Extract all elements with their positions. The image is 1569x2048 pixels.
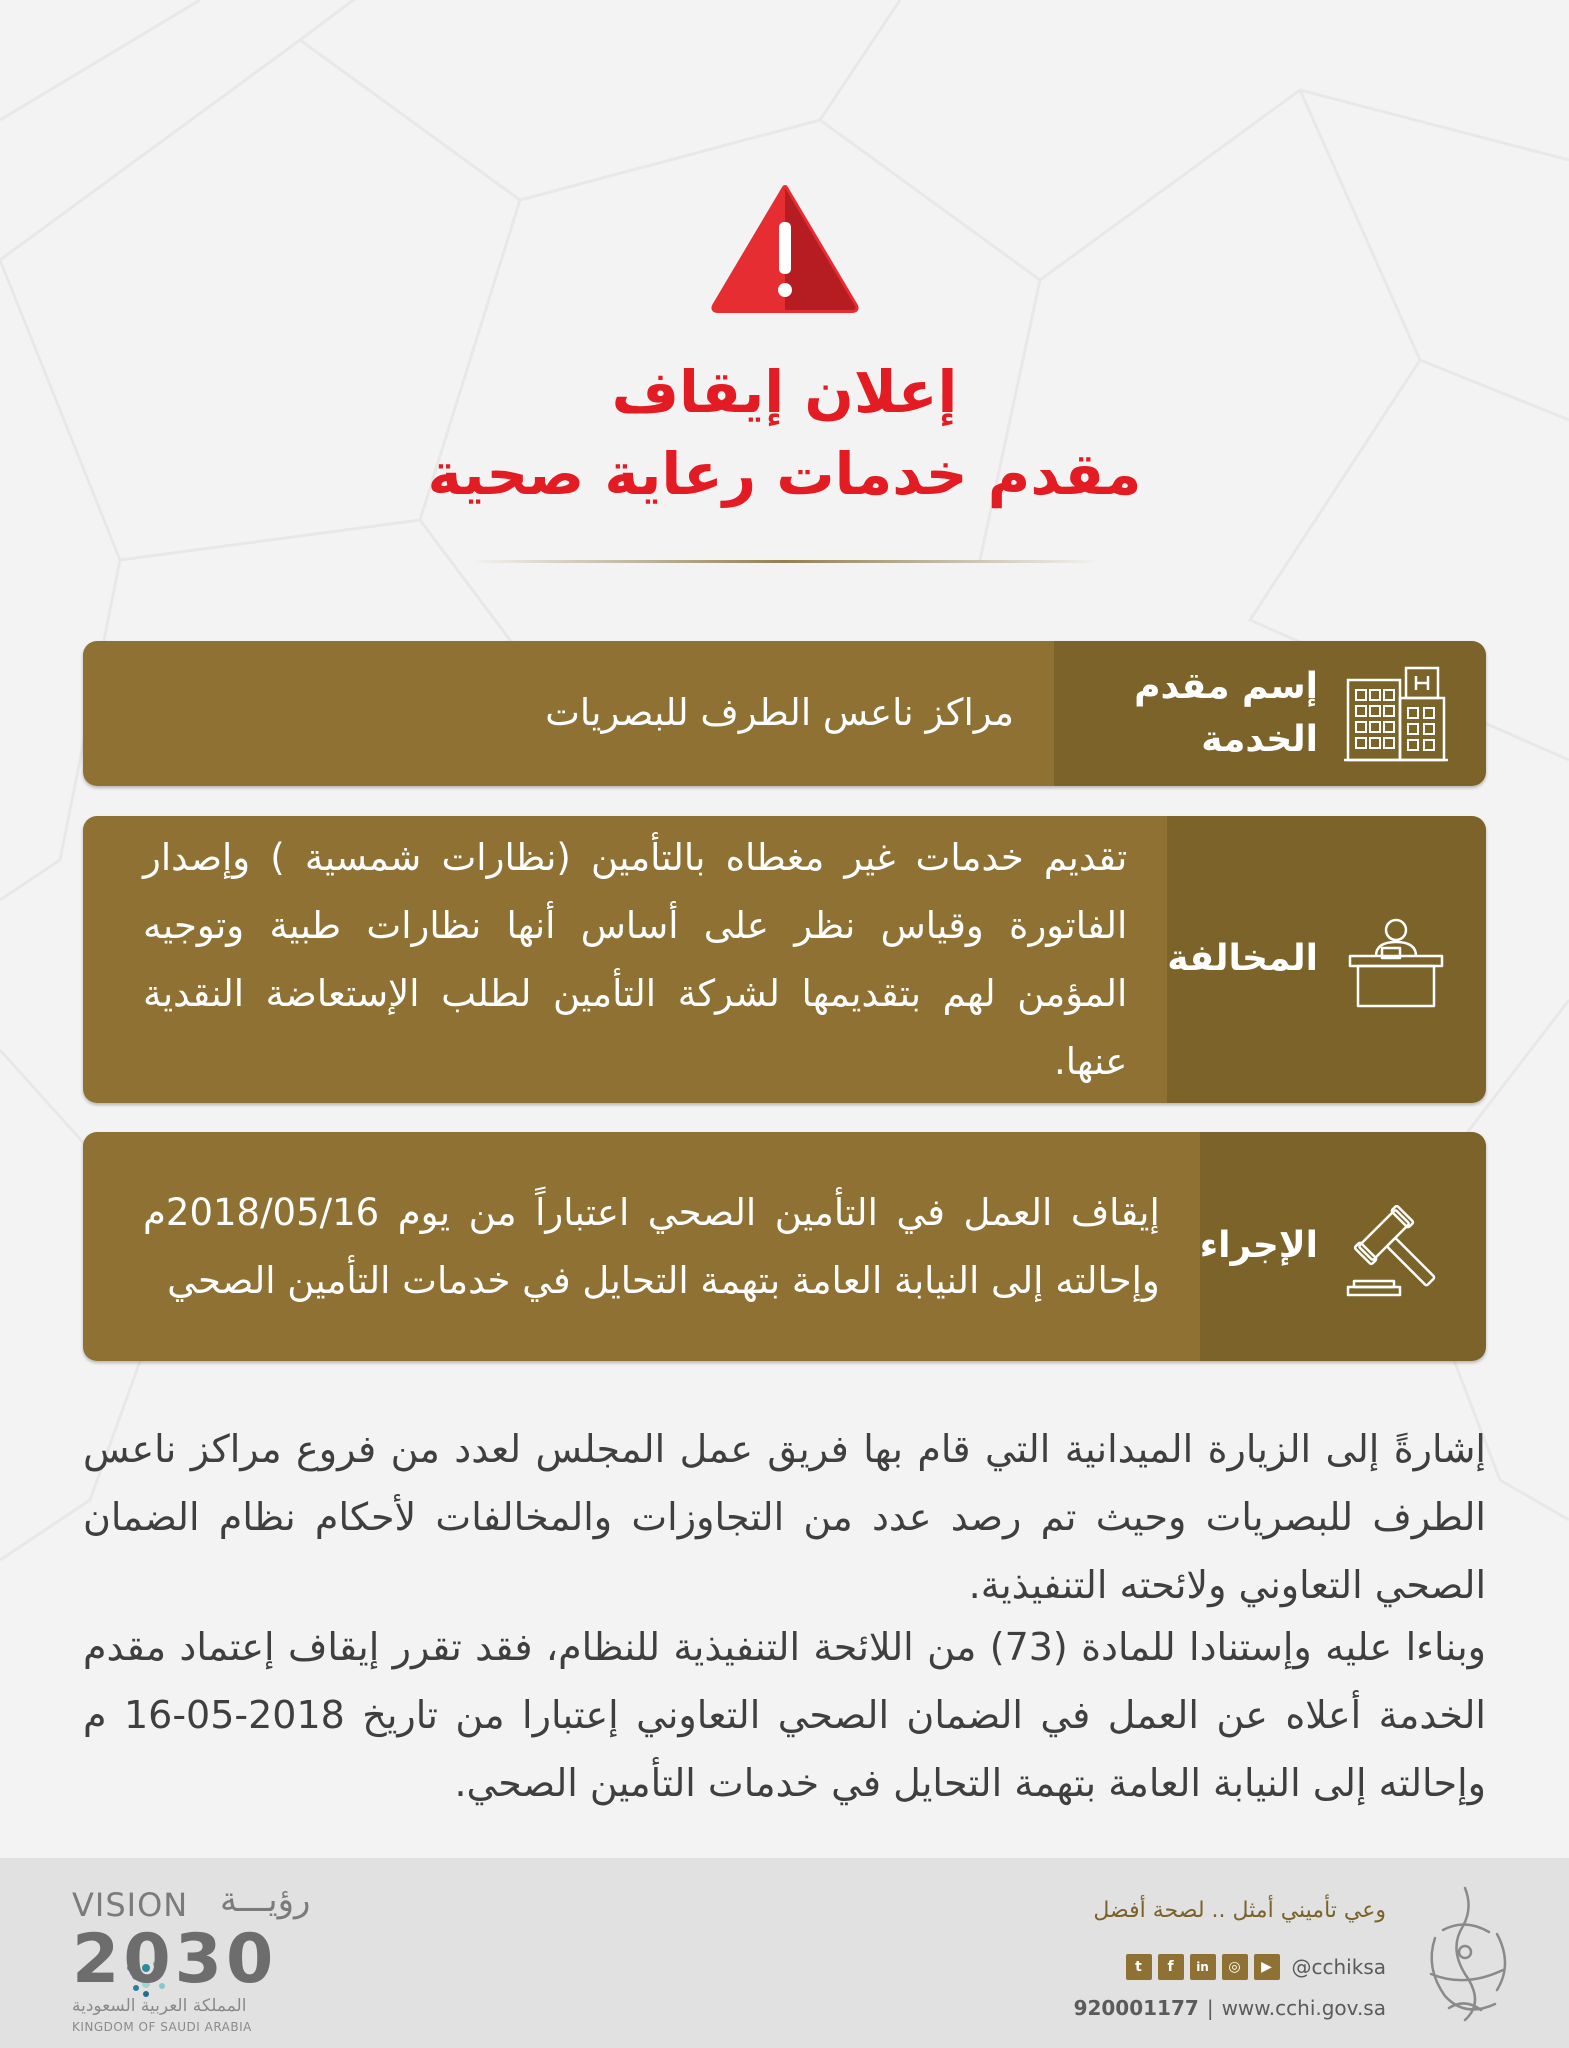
vision-arabic-label: رؤيـــة <box>220 1880 311 1920</box>
kingdom-english: KINGDOM OF SAUDI ARABIA <box>72 2020 252 2034</box>
action-label: الإجراء <box>1199 1225 1318 1267</box>
kingdom-arabic: المملكة العربية السعودية <box>72 1996 247 2016</box>
instagram-icon[interactable]: ◎ <box>1222 1954 1248 1980</box>
building-icon <box>1344 662 1448 766</box>
website-link[interactable]: www.cchi.gov.sa <box>1221 1996 1386 2020</box>
linkedin-icon[interactable]: in <box>1190 1954 1216 1980</box>
gavel-icon <box>1344 1195 1448 1299</box>
provider-name-value: مراكز ناعس الطرف للبصريات <box>83 641 1054 786</box>
warning-icon <box>710 182 860 314</box>
slogan: وعي تأميني أمثل .. لصحة أفضل <box>1093 1898 1386 1923</box>
facebook-icon[interactable]: f <box>1158 1954 1184 1980</box>
vision-year: 2030 <box>72 1920 278 1999</box>
paragraph-visit: إشارةً إلى الزيارة الميدانية التي قام بها فريق عمل المجلس لعدد من فروع مراكز ناعس الطرف للبصريات وحيث تم رصد عدد من التجاوزات والمخالفات لأحكام نظام الضمان الصحي التعاوني ولائحته التنفيذية. <box>83 1427 1486 1607</box>
youtube-icon[interactable]: ▶ <box>1254 1954 1280 1980</box>
contact-info <box>1040 1996 1386 2020</box>
provider-name-label-cell <box>1054 641 1486 786</box>
social-links <box>1040 1952 1386 1982</box>
action-row <box>83 1132 1486 1361</box>
action-label-cell <box>1200 1132 1486 1361</box>
violation-row <box>83 816 1486 1103</box>
action-value: إيقاف العمل في التأمين الصحي اعتباراً من يوم 2018/05/16م وإحالته إلى النيابة العامة بتهمة التحايل في خدمات التأمين الصحي <box>83 1132 1200 1361</box>
twitter-icon[interactable]: t <box>1126 1954 1152 1980</box>
violation-label: المخالفة <box>1167 938 1318 980</box>
provider-name-label: إسم مقدم الخدمة <box>1134 666 1318 760</box>
title-divider <box>470 560 1100 563</box>
violation-label-cell <box>1167 816 1486 1103</box>
paragraph-decision: وبناءا عليه وإستنادا للمادة (73) من اللائحة التنفيذية للنظام، فقد تقرر إيقاف إعتماد مقدم الخدمة أعلاه عن العمل في الضمان الصحي التعاوني إعتبارا من تاريخ 2018-05-16 م وإحالته إلى النيابة العامة بتهمة التحايل في خدمات التأمين الصحي. <box>83 1625 1486 1805</box>
vision-label: VISION <box>72 1886 189 1924</box>
contact-separator: | <box>1206 1996 1214 2020</box>
social-handle[interactable]: @cchiksa <box>1291 1955 1386 1979</box>
announcement-title: إعلان إيقاف <box>611 358 958 426</box>
announcement-subtitle: مقدم خدمات رعاية صحية <box>427 440 1142 508</box>
reception-desk-icon <box>1344 908 1448 1012</box>
cchi-calligraphy-logo <box>1405 1878 1525 2028</box>
provider-name-row <box>83 641 1486 786</box>
phone-number[interactable]: 920001177 <box>1073 1996 1199 2020</box>
violation-value: تقديم خدمات غير مغطاه بالتأمين (نظارات شمسية ) وإصدار الفاتورة وقياس نظر على أساس أنها نظارات طبية وتوجيه المؤمن لهم بتقديمها لشركة التأمين لطلب الإستعاضة النقدية عنها. <box>83 816 1167 1103</box>
